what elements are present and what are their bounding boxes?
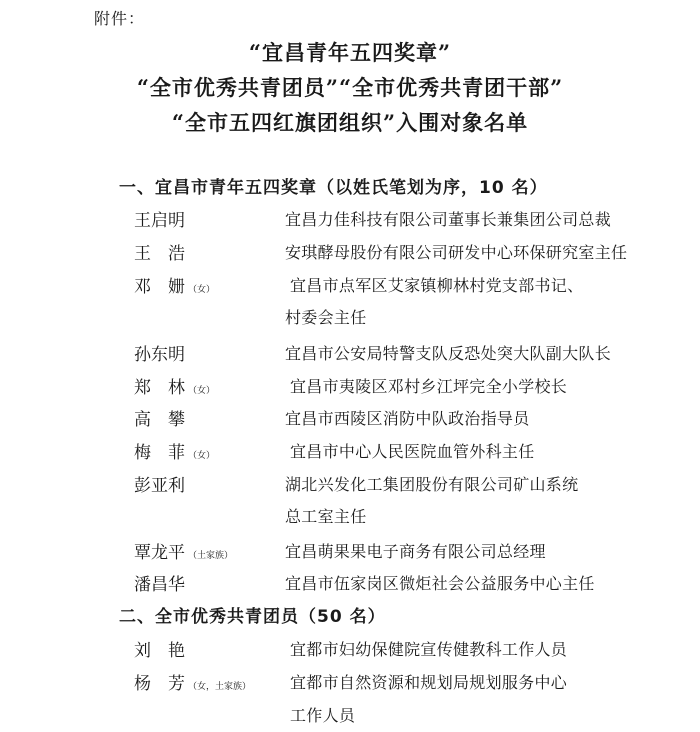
entry-name: 郑 林 （女）	[134, 378, 216, 398]
attachment-label: 附件：	[94, 9, 146, 28]
entry-position: 宜都市自然资源和规划局规划服务中心	[290, 673, 568, 692]
entry-name: 王启明	[134, 211, 185, 231]
entry-position-continued: 工作人员	[290, 706, 356, 725]
entry-position: 宜昌市西陵区消防中队政治指导员	[285, 409, 530, 428]
entry-name: 潘昌华	[134, 575, 185, 595]
entry-position-continued: 村委会主任	[285, 308, 367, 327]
entry-note: （土家族）	[188, 551, 234, 561]
entry-position: 宜昌市点军区艾家镇柳林村党支部书记、	[290, 276, 584, 295]
entry-name: 刘 艳	[134, 641, 185, 661]
entry-name: 杨 芳 （女，土家族）	[134, 674, 252, 694]
entry-position: 宜昌市公安局特警支队反恐处突大队副大队长	[285, 344, 612, 363]
entry-note: （女）	[188, 386, 216, 396]
section-heading-2: 二、全市优秀共青团员（50 名）	[119, 607, 386, 627]
entry-name: 覃龙平 （土家族）	[134, 543, 234, 563]
entry-position-continued: 总工室主任	[285, 507, 367, 526]
entry-name: 王 浩	[134, 244, 185, 264]
entry-position: 宜昌萌果果电子商务有限公司总经理	[285, 542, 546, 561]
entry-position: 宜昌力佳科技有限公司董事长兼集团公司总裁	[285, 210, 612, 229]
section-heading-1: 一、宜昌市青年五四奖章（以姓氏笔划为序，10 名）	[119, 178, 548, 198]
entry-position: 宜昌市夷陵区邓村乡江坪完全小学校长	[290, 377, 568, 396]
entry-position: 宜都市妇幼保健院宣传健教科工作人员	[290, 640, 568, 659]
entry-name: 孙东明	[134, 345, 185, 365]
entry-note: （女）	[188, 285, 216, 295]
entry-note: （女）	[188, 451, 216, 461]
entry-name: 邓 姗 （女）	[134, 277, 216, 297]
title-line-1: “宜昌青年五四奖章”	[248, 40, 452, 65]
entry-name: 彭亚利	[134, 476, 185, 496]
entry-name: 高 攀	[134, 410, 185, 430]
entry-position: 宜昌市伍家岗区微炬社会公益服务中心主任	[285, 574, 595, 593]
entry-position: 湖北兴发化工集团股份有限公司矿山系统	[285, 475, 579, 494]
entry-name: 梅 菲 （女）	[134, 443, 216, 463]
title-line-3: “全市五四红旗团组织”入围对象名单	[171, 110, 529, 135]
entry-position: 宜昌市中心人民医院血管外科主任	[290, 442, 535, 461]
title-line-2: “全市优秀共青团员”“全市优秀共青团干部”	[136, 75, 564, 100]
entry-note: （女，土家族）	[188, 682, 252, 692]
entry-position: 安琪酵母股份有限公司研发中心环保研究室主任	[285, 243, 628, 262]
